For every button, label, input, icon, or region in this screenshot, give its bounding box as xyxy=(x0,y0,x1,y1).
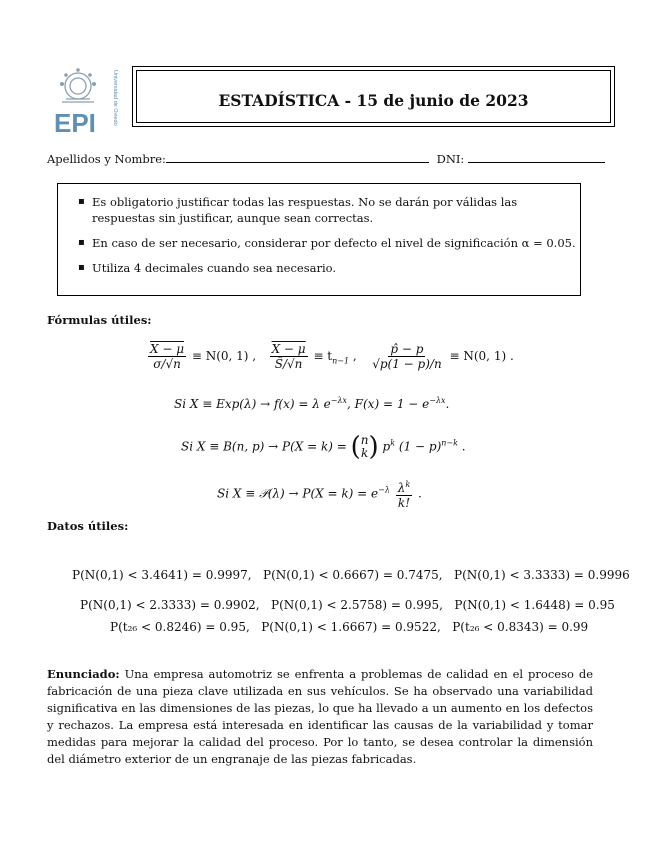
datos-value: P(N(0,1) < 3.4641) = 0.9997, xyxy=(72,568,252,582)
instructions-list xyxy=(58,194,580,276)
instruction-item: ▪ Utiliza 4 decimales cuando sea necesario. xyxy=(92,260,580,276)
enunciado-text: Una empresa automotriz se enfrenta a problemas de calidad en el proceso de fabricación de una pieza clave utilizada en sus vehículos. Se ha observado una variabilidad significativa en las dimensiones de las piezas, lo que ha llevado a un aumento en los defectos y rechazos. La empresa está interesada en identificar las causas de la variabilidad y tomar medidas para mejorar la calidad del proceso. Por lo tanto, se desea controlar la dimensión del diámetro exterior de un engranaje de las piezas fabricadas. xyxy=(47,667,593,766)
instruction-item: ▪ Es obligatorio justificar todas las respuestas. No se darán por válidas las respuestas sin justificar, aunque sean correctas. xyxy=(92,194,580,226)
instruction-item: ▪ En caso de ser necesario, considerar por defecto el nivel de significación α = 0.05. xyxy=(92,235,580,251)
logo-text: EPI xyxy=(54,108,96,138)
enunciado-label: Enunciado: xyxy=(47,667,120,681)
formula-poisson: Si X ≡ 𝒫(λ) → $P(X = k) = e^{-\lambda}$ $\frac{\lambda^k}{k!}$ . xyxy=(217,480,422,510)
student-fields xyxy=(47,150,607,168)
exam-title: ESTADÍSTICA - 15 de junio de 2023 xyxy=(218,91,529,110)
logo-university-text: Universidad de Oviedo xyxy=(112,70,118,126)
datos-row-2 xyxy=(80,598,615,612)
datos-value: P(N(0,1) < 1.6667) = 0.9522, xyxy=(261,620,441,634)
formula-binomial: Si X ≡ B(n, p) → P(X = k) = ( n k ) $p^k$ $(1 - p)^{n-k}$ . xyxy=(181,432,466,462)
datos-value: P(N(0,1) < 0.6667) = 0.7475, xyxy=(263,568,443,582)
datos-value: P(t₂₆ < 0.8246) = 0.95, xyxy=(110,620,250,634)
name-label: Apellidos y Nombre: xyxy=(47,152,166,166)
dni-label: DNI: xyxy=(436,152,465,166)
formulas-heading: Fórmulas útiles: xyxy=(47,313,152,327)
name-field[interactable] xyxy=(166,150,429,163)
university-logo xyxy=(52,66,124,138)
title-box xyxy=(132,66,615,127)
datos-heading: Datos útiles: xyxy=(47,519,129,533)
datos-row-1 xyxy=(72,568,630,582)
datos-row-3 xyxy=(110,620,588,634)
datos-value: P(N(0,1) < 3.3333) = 0.9996 xyxy=(454,568,630,582)
datos-value: P(t₂₆ < 0.8343) = 0.99 xyxy=(452,620,589,634)
formula-exponential: Si X ≡ Exp(λ) → f(x) = λ $e^{-\lambda x}$, $F(x) = 1 - e^{-\lambda x}$. xyxy=(174,396,450,411)
datos-value: P(N(0,1) < 2.5758) = 0.995, xyxy=(271,598,443,612)
formula-sampling: $\frac{X - \mu}{\sigma/√n}$ ≡ N(0, 1) , $\frac{X - \mu}{Ŝ/√n}$ ≡ $t_{n-1}$ , $\frac{p̂ - p}{√p(1 - p)/n}$ ≡ N(0, 1) . xyxy=(150,342,514,371)
instructions-box xyxy=(57,183,581,296)
logo-emblem-icon xyxy=(52,66,124,138)
datos-value: P(N(0,1) < 2.3333) = 0.9902, xyxy=(80,598,260,612)
enunciado xyxy=(47,666,593,768)
datos-value: P(N(0,1) < 1.6448) = 0.95 xyxy=(454,598,615,612)
dni-field[interactable] xyxy=(468,150,605,163)
